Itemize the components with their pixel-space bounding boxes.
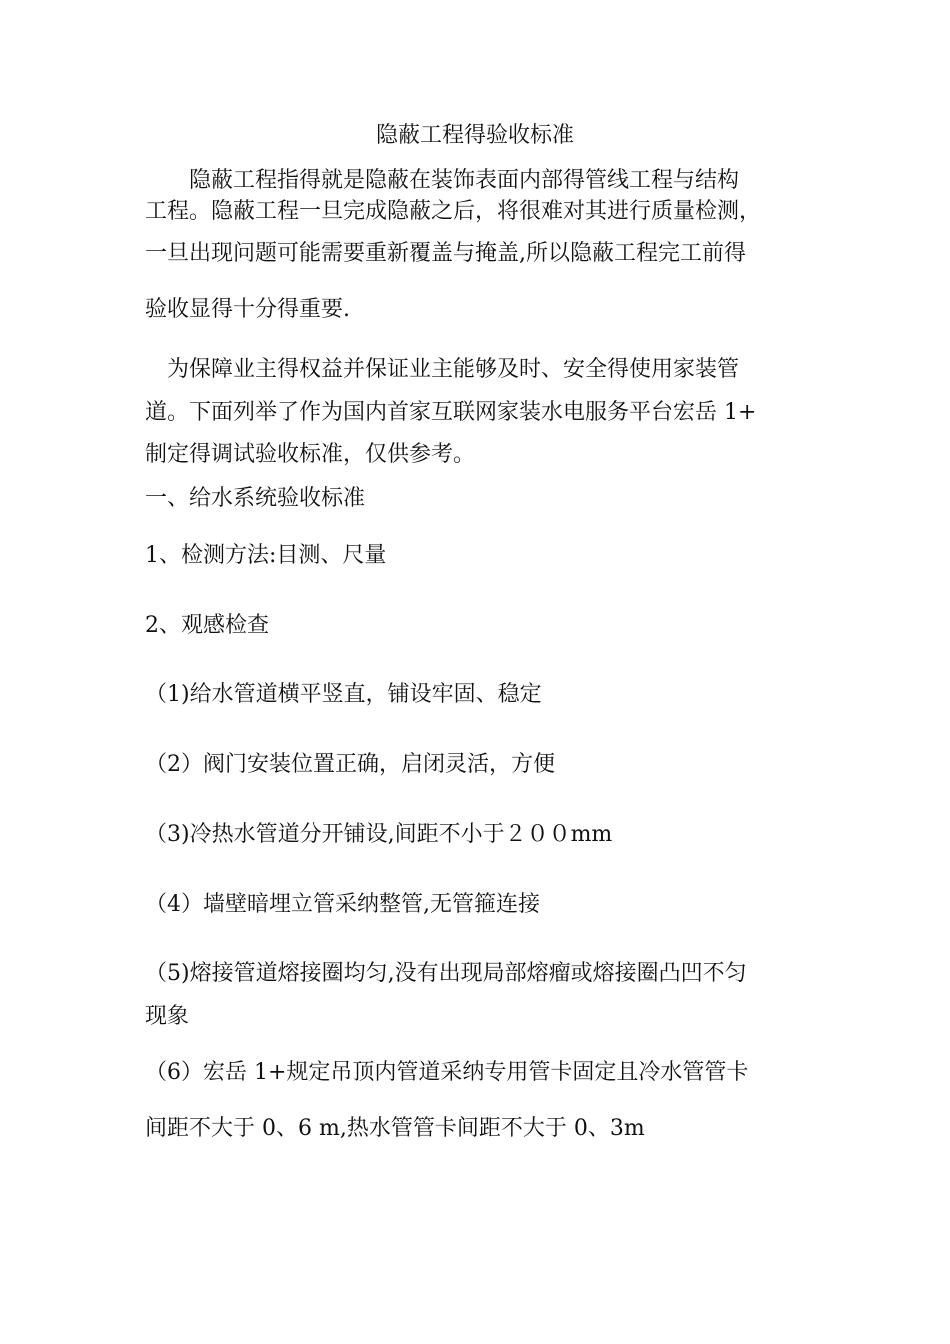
check-item-3: （3)冷热水管道分开铺设,间距不小于２００mm	[145, 822, 613, 847]
intro-line-2: 工程。隐蔽工程一旦完成隐蔽之后，将很难对其进行质量检测，	[145, 199, 762, 224]
purpose-line-1: 为保障业主得权益并保证业主能够及时、安全得使用家装管	[145, 357, 740, 382]
purpose-line-2: 道。下面列举了作为国内首家互联网家装水电服务平台宏岳 1+	[145, 400, 757, 425]
document-title: 隐蔽工程得验收标准	[375, 123, 574, 148]
list-item-visual-inspection: 2、观感检查	[145, 613, 269, 638]
intro-line-1: 隐蔽工程指得就是隐蔽在装饰表面内部得管线工程与结构	[145, 168, 740, 193]
intro-line-3: 一旦出现问题可能需要重新覆盖与掩盖,所以隐蔽工程完工前得	[145, 241, 746, 266]
check-item-6-line-2: 间距不大于 0、6 m,热水管管卡间距不大于 0、3m	[145, 1116, 645, 1141]
check-item-1: （1)给水管道横平竖直，铺设牢固、稳定	[145, 682, 542, 707]
check-item-5-line-2: 现象	[145, 1004, 190, 1029]
list-item-detection-method: 1、检测方法:目测、尺量	[145, 543, 387, 568]
purpose-line-3: 制定得调试验收标准，仅供参考。	[145, 442, 476, 467]
check-item-2: （2）阀门安装位置正确，启闭灵活，方便	[145, 752, 555, 777]
intro-line-4: 验收显得十分得重要.	[145, 297, 350, 322]
check-item-5-line-1: （5)熔接管道熔接圈均匀,没有出现局部熔瘤或熔接圈凸凹不匀	[145, 961, 747, 986]
check-item-6-line-1: （6）宏岳 1+规定吊顶内管道采纳专用管卡固定且冷水管管卡	[145, 1060, 749, 1085]
section-heading: 一、给水系统验收标准	[145, 486, 366, 511]
check-item-4: （4）墙壁暗埋立管采纳整管,无管箍连接	[145, 892, 540, 917]
